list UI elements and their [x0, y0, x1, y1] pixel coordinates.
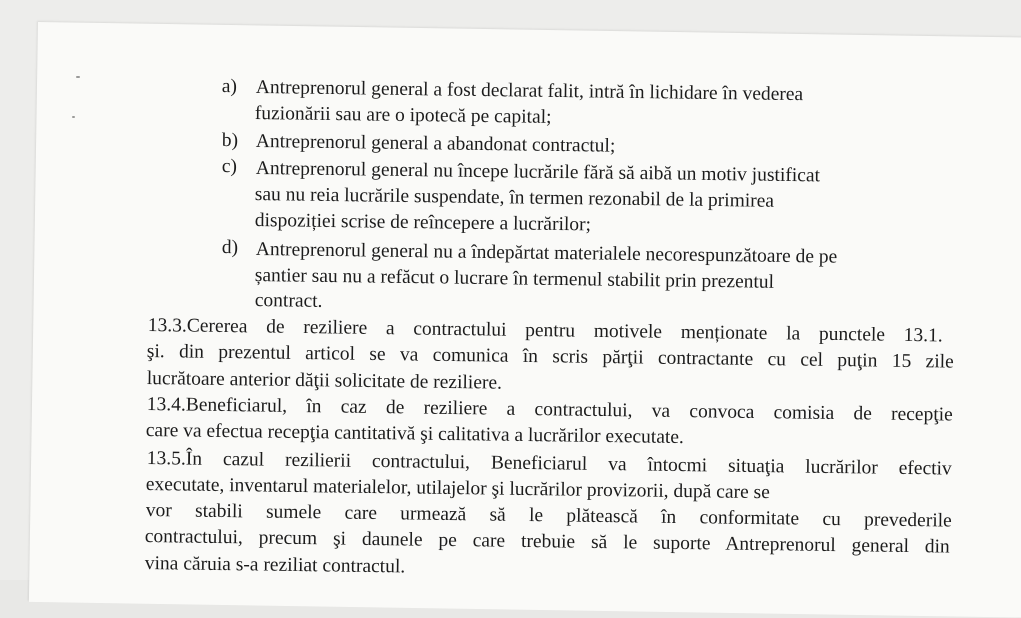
clause-13-5-line-5: vina căruia s-a reziliat contractul. — [144, 552, 406, 578]
clause-13-4-line-2: care va efectua recepţia cantitativă şi calitativa a lucrărilor executate. — [145, 419, 685, 449]
list-item-c-line-1: Antreprenorul general nu începe lucrările fără să aibă un motiv justificat — [255, 157, 821, 187]
clause-13-3-line-3: lucrătoare anterior dăţii solicitate de reziliere. — [146, 367, 503, 394]
list-item-b-line-1: Antreprenorul general a abandonat contractul; — [255, 130, 616, 157]
list-item-d-line-1: Antreprenorul general nu a îndepărtat materialele necorespunzătoare de pe — [255, 238, 838, 268]
clause-13-3-line-2: şi. din prezentul articol se va comunica în scris părţii contractante cu cel puţin 15 zile — [146, 340, 954, 373]
list-marker-a: a) — [221, 75, 238, 98]
list-marker-d: d) — [221, 236, 239, 259]
clause-13-4-line-1: 13.4.Beneficiarul, în caz de reziliere a contractului, va convoca comisia de recepţie — [146, 393, 953, 426]
list-item-d-line-2: șantier sau nu a refăcut o lucrare în termenul stabilit prin prezentul — [254, 264, 775, 293]
list-item-a-line-2: fuzionării sau are o ipotecă pe capital; — [254, 102, 552, 128]
list-item-d-line-3: contract. — [254, 289, 323, 312]
list-item-a-line-1: Antreprenorul general a fost declarat falit, intră în lichidare în vederea — [255, 76, 804, 106]
clause-13-5-line-4: contractului, precum şi daunele pe care trebuie să le suporte Antreprenorul general din — [144, 525, 950, 558]
clause-13-3-line-1: 13.3.Cererea de reziliere a contractului pentru motivele menționate la punctele 13.1. — [147, 314, 943, 347]
list-item-c-line-2: sau nu reia lucrările suspendate, în termen rezonabil de la primirea — [254, 183, 775, 212]
list-item-c-line-3: dispoziției scrise de reîncepere a lucrărilor; — [254, 209, 592, 236]
list-marker-b: b) — [221, 129, 239, 152]
clause-13-5-line-3: vor stabili sumele care urmează să le plătească în conformitate cu prevederile — [145, 499, 952, 532]
clause-13-5-line-1: 13.5.În cazul rezilierii contractului, Beneficiarul va întocmi situaţia lucrărilor efectiv — [146, 447, 952, 480]
clause-13-5-line-2: executate, inventarul materialelor, utilajelor şi lucrărilor provizorii, după care se — [145, 473, 770, 504]
list-marker-c: c) — [221, 155, 238, 178]
